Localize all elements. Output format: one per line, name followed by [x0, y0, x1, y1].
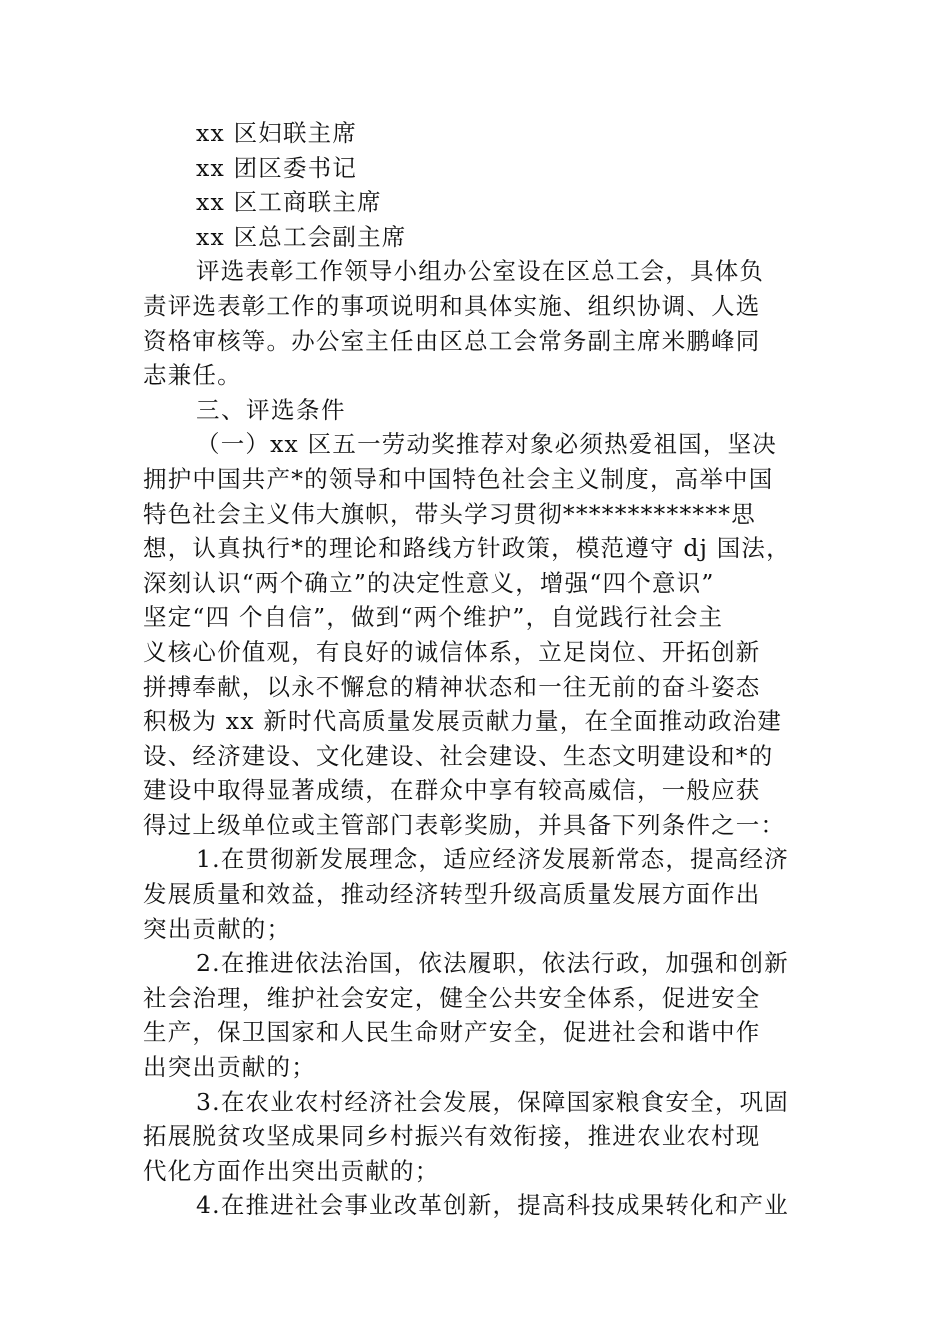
paragraph-line: 积极为 xx 新时代高质量发展贡献力量，在全面推动政治建: [143, 707, 783, 736]
list-item-line: 3.在农业农村经济社会发展，保障国家粮食安全，巩固: [196, 1087, 789, 1116]
paragraph-line: 资格审核等。办公室主任由区总工会常务副主席米鹏峰同: [143, 326, 761, 355]
paragraph-line: 评选表彰工作领导小组办公室设在区总工会，具体负: [196, 257, 765, 286]
paragraph-line: 拥护中国共产*的领导和中国特色社会主义制度，高举中国: [143, 464, 774, 493]
section-heading: 三、评选条件: [196, 395, 346, 424]
paragraph-line: 拼搏奉献，以永不懈怠的精神状态和一往无前的奋斗姿态: [143, 672, 761, 701]
list-item-line: 2.在推进依法治国，依法履职，依法行政，加强和创新: [196, 949, 789, 978]
paragraph-line: 特色社会主义伟大旗帜，带头学习贯彻*************思: [143, 499, 756, 528]
paragraph-line: 得过上级单位或主管部门表彰奖励，并具备下列条件之一：: [143, 810, 786, 839]
paragraph-line: 想，认真执行*的理论和路线方针政策，模范遵守 dj 国法，: [143, 534, 791, 563]
list-item-line: 发展质量和效益，推动经济转型升级高质量发展方面作出: [143, 880, 761, 909]
text-line: xx 区妇联主席: [196, 119, 358, 147]
paragraph-line: 建设中取得显著成绩，在群众中享有较高威信，一般应获: [143, 776, 761, 805]
document-body: [143, 116, 808, 1223]
list-item-line: 1.在贯彻新发展理念，适应经济发展新常态，提高经济: [196, 845, 789, 874]
list-item-line: 4.在推进社会事业改革创新，提高科技成果转化和产业: [196, 1191, 789, 1220]
paragraph-line: 责评选表彰工作的事项说明和具体实施、组织协调、人选: [143, 291, 761, 320]
paragraph-line: 志兼任。: [143, 361, 242, 390]
list-item-line: 拓展脱贫攻坚成果同乡村振兴有效衔接，推进农业农村现: [143, 1122, 761, 1151]
list-item-line: 出突出贡献的；: [143, 1053, 316, 1082]
list-item-line: 社会治理，维护社会安定，健全公共安全体系，促进安全: [143, 983, 761, 1012]
paragraph-line: 坚定“四 个自信”，做到“两个维护”，自觉践行社会主: [143, 603, 724, 632]
list-item-line: 突出贡献的；: [143, 914, 292, 943]
paragraph-line: 设、经济建设、文化建设、社会建设、生态文明建设和*的: [143, 741, 774, 770]
text-line: xx 区工商联主席: [196, 188, 382, 217]
text-line: xx 团区委书记: [196, 153, 358, 182]
paragraph-line: 深刻认识“两个确立”的决定性意义，增强“四个意识”: [143, 568, 715, 597]
paragraph-line: （一）xx 区五一劳动奖推荐对象必须热爱祖国，坚决: [196, 430, 777, 459]
list-item-line: 生产，保卫国家和人民生命财产安全，促进社会和谐中作: [143, 1018, 761, 1047]
text-line: xx 区总工会副主席: [196, 222, 407, 251]
paragraph-line: 义核心价值观，有良好的诚信体系，立足岗位、开拓创新: [143, 637, 761, 666]
list-item-line: 代化方面作出突出贡献的；: [143, 1156, 440, 1185]
